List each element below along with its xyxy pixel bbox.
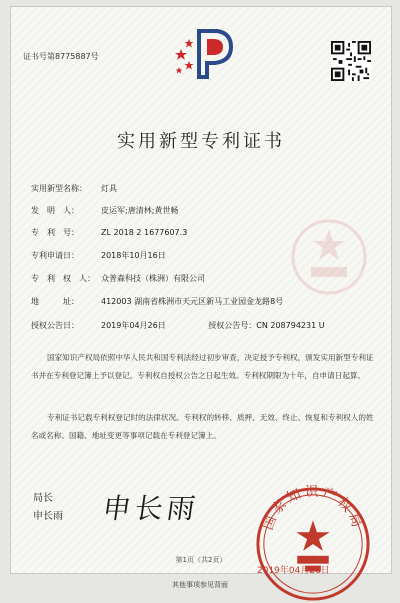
field-inventors: 发 明 人： 皮运军;唐清林;黄世畅 <box>31 206 179 215</box>
certificate-page <box>10 6 392 574</box>
director-name: 申长雨 <box>33 511 63 522</box>
field-address: 地 址： 412003 湖南省株洲市天元区新马工业园金龙路8号 <box>31 297 284 306</box>
field-utility-model-name: 实用新型名称： 灯具 <box>31 184 117 193</box>
field-patentee: 专 利 权 人： 众普森科技（株洲）有限公司 <box>31 274 205 283</box>
certificate-number: 证书号第8775887号 <box>23 52 99 61</box>
field-patent-number: 专 利 号： ZL 2018 2 1677607.3 <box>31 228 188 237</box>
seal-text: 国家知识产权局 <box>260 485 366 533</box>
director-signature: 申长雨 <box>100 492 202 525</box>
page-number: 第1页（共2页） <box>175 556 227 564</box>
qr-code-icon <box>331 41 371 81</box>
certificate-title: 实用新型专利证书 <box>117 131 285 152</box>
footer-note: 其他事项参见背面 <box>172 581 228 589</box>
seal-date: 2019年04月26日 <box>257 566 330 576</box>
grant-publication-number: 授权公告号：CN 208794231 U <box>208 321 325 330</box>
field-application-date: 专利申请日： 2018年10月16日 <box>31 251 166 260</box>
cnipa-logo-icon <box>173 21 237 79</box>
body-paragraph-1: 国家知识产权局依照中华人民共和国专利法经过初步审查，决定授予专利权，颁发实用新型专利证书并在专利登记簿上予以登记。专利权自授权公告之日起生效。专利权期限为十年，自申请日起算。 <box>31 353 374 380</box>
national-emblem-watermark-icon <box>289 217 369 297</box>
field-grant-date: 授权公告日： 2019年04月26日 授权公告号：CN 208794231 U <box>31 321 325 330</box>
director-title: 局长 <box>33 493 53 504</box>
body-paragraph-2: 专利证书记载专利权登记时的法律状况。专利权的转移、质押、无效、终止、恢复和专利权人的姓名或名称、国籍、地址变更等事项记载在专利登记簿上。 <box>31 413 374 440</box>
